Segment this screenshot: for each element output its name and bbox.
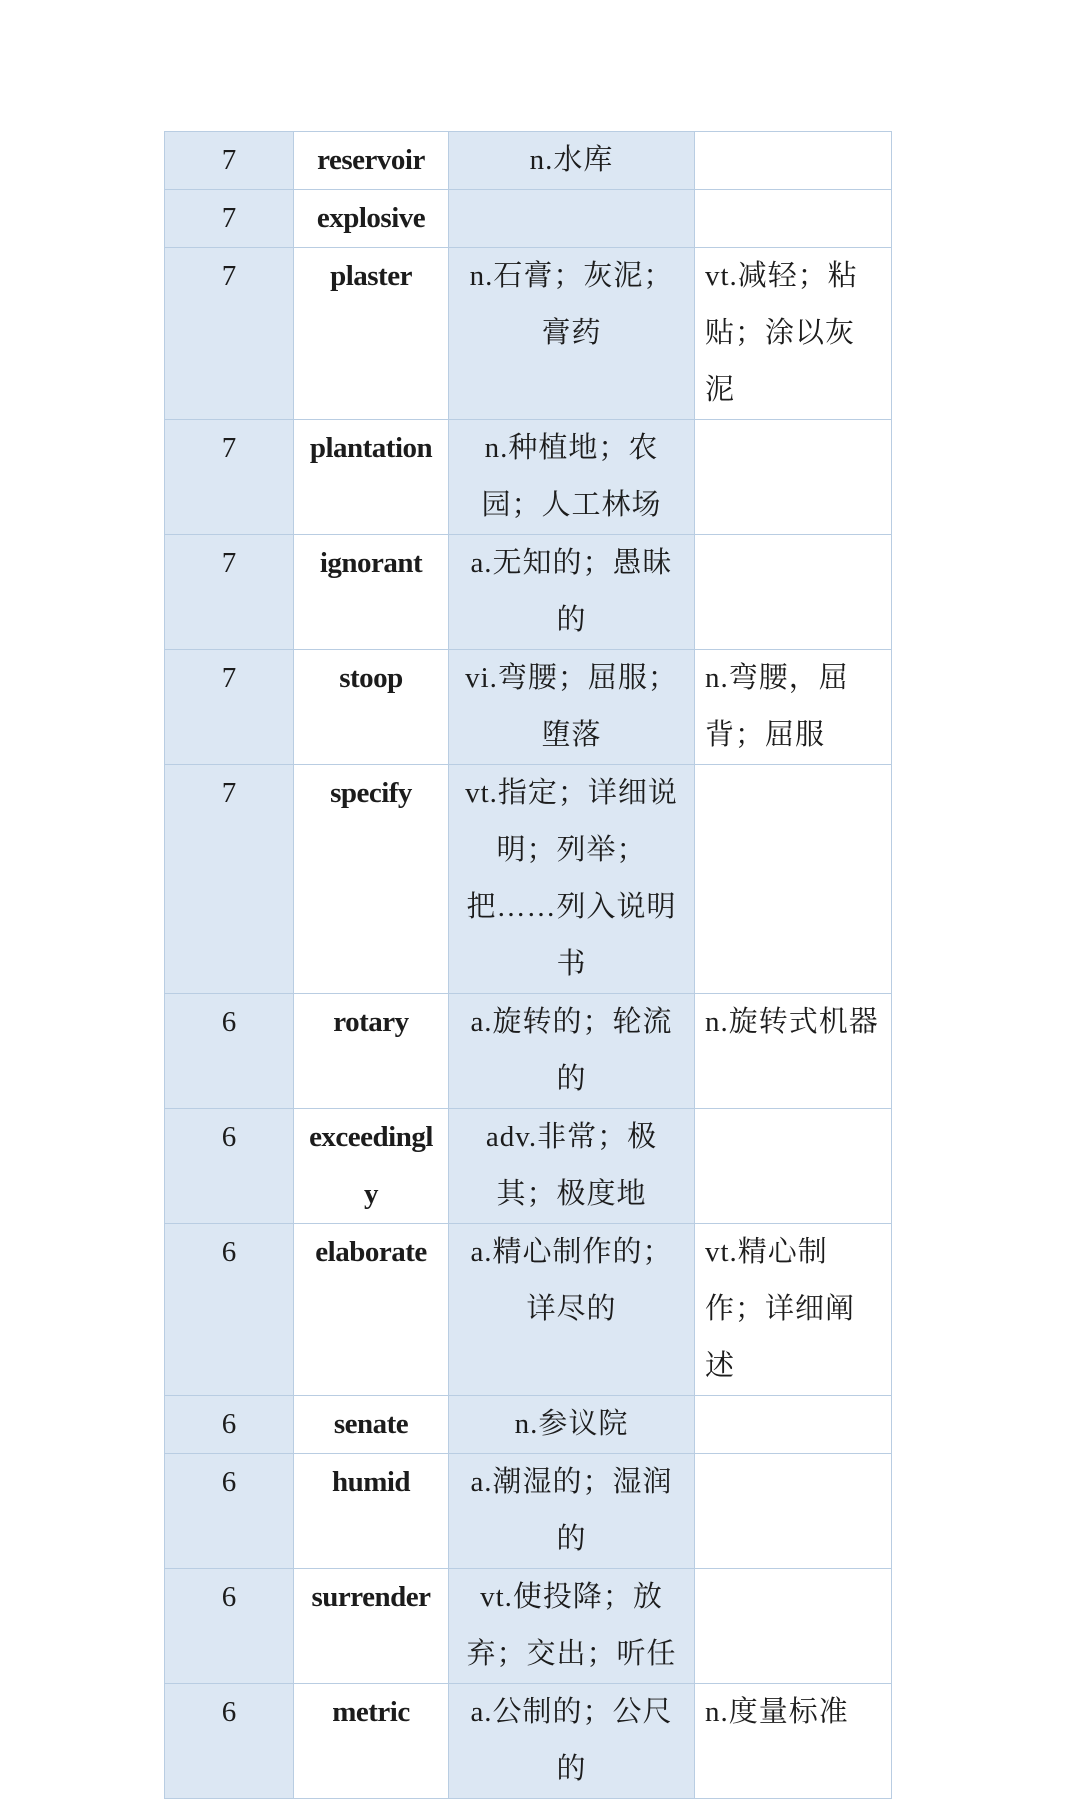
word-cell: senate [294, 1396, 449, 1454]
vocabulary-table [164, 131, 892, 1799]
word-cell: elaborate [294, 1224, 449, 1396]
extra-definition-cell [695, 765, 892, 994]
frequency-cell: 7 [165, 132, 294, 190]
table-row [165, 420, 892, 535]
frequency-cell: 7 [165, 650, 294, 765]
extra-definition-cell [695, 1569, 892, 1684]
definition-cell: n.石膏；灰泥；膏药 [449, 248, 695, 420]
frequency-cell: 6 [165, 1684, 294, 1799]
extra-definition-cell: vt.减轻；粘贴；涂以灰泥 [695, 248, 892, 420]
frequency-cell: 6 [165, 1569, 294, 1684]
definition-cell: a.公制的；公尺的 [449, 1684, 695, 1799]
table-row [165, 1109, 892, 1224]
word-cell: plaster [294, 248, 449, 420]
word-cell: plantation [294, 420, 449, 535]
frequency-cell: 7 [165, 190, 294, 248]
definition-cell: n.种植地；农园；人工林场 [449, 420, 695, 535]
frequency-cell: 7 [165, 765, 294, 994]
frequency-cell: 6 [165, 1454, 294, 1569]
word-cell: surrender [294, 1569, 449, 1684]
word-cell: rotary [294, 994, 449, 1109]
definition-cell: a.无知的；愚昧的 [449, 535, 695, 650]
extra-definition-cell: vt.精心制作；详细阐述 [695, 1224, 892, 1396]
word-cell: metric [294, 1684, 449, 1799]
word-cell: ignorant [294, 535, 449, 650]
table-row [165, 1569, 892, 1684]
extra-definition-cell: n.旋转式机器 [695, 994, 892, 1109]
extra-definition-cell [695, 190, 892, 248]
word-cell: stoop [294, 650, 449, 765]
table-row [165, 535, 892, 650]
definition-cell: n.水库 [449, 132, 695, 190]
table-row [165, 1454, 892, 1569]
extra-definition-cell [695, 1454, 892, 1569]
frequency-cell: 6 [165, 1224, 294, 1396]
definition-cell: a.旋转的；轮流的 [449, 994, 695, 1109]
frequency-cell: 7 [165, 535, 294, 650]
frequency-cell: 7 [165, 420, 294, 535]
word-cell: reservoir [294, 132, 449, 190]
extra-definition-cell: n.弯腰，屈背；屈服 [695, 650, 892, 765]
frequency-cell: 6 [165, 1109, 294, 1224]
word-cell: specify [294, 765, 449, 994]
extra-definition-cell [695, 1109, 892, 1224]
extra-definition-cell [695, 1396, 892, 1454]
vocabulary-table-body [165, 132, 892, 1799]
table-row [165, 994, 892, 1109]
definition-cell: a.潮湿的；湿润的 [449, 1454, 695, 1569]
table-row [165, 248, 892, 420]
extra-definition-cell [695, 132, 892, 190]
extra-definition-cell: n.度量标准 [695, 1684, 892, 1799]
table-row [165, 1684, 892, 1799]
extra-definition-cell [695, 535, 892, 650]
table-row [165, 1396, 892, 1454]
word-cell: explosive [294, 190, 449, 248]
definition-cell: adv.非常；极其；极度地 [449, 1109, 695, 1224]
frequency-cell: 6 [165, 1396, 294, 1454]
definition-cell: a.精心制作的；详尽的 [449, 1224, 695, 1396]
table-row [165, 132, 892, 190]
table-row [165, 650, 892, 765]
word-cell: exceedingly [294, 1109, 449, 1224]
table-row [165, 190, 892, 248]
definition-cell: vt.使投降；放弃；交出；听任 [449, 1569, 695, 1684]
extra-definition-cell [695, 420, 892, 535]
frequency-cell: 6 [165, 994, 294, 1109]
definition-cell: n.参议院 [449, 1396, 695, 1454]
table-row [165, 1224, 892, 1396]
frequency-cell: 7 [165, 248, 294, 420]
table-row [165, 765, 892, 994]
definition-cell: vi.弯腰；屈服；堕落 [449, 650, 695, 765]
definition-cell [449, 190, 695, 248]
word-cell: humid [294, 1454, 449, 1569]
definition-cell: vt.指定；详细说明；列举；把……列入说明书 [449, 765, 695, 994]
